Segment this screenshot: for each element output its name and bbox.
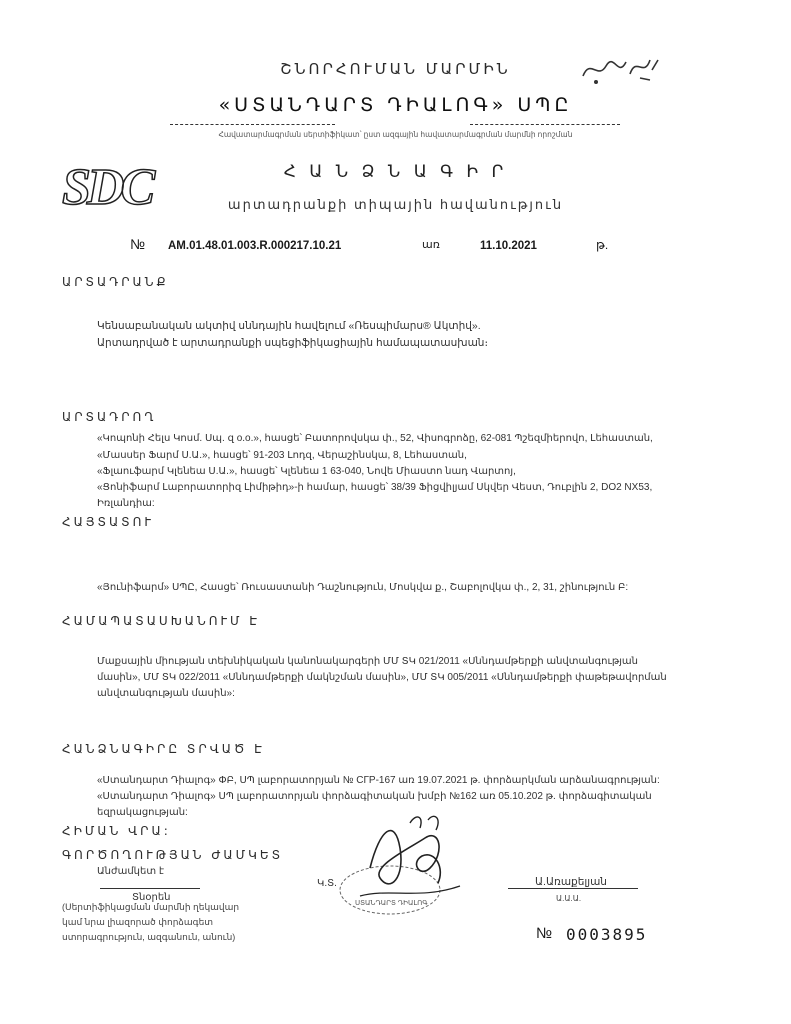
manufacturer-line-5: Իռլանդիա: (97, 498, 155, 509)
header-rule-right (470, 124, 620, 125)
applicant-heading: ՀԱՅՏԱՏՈՒ (62, 515, 154, 529)
serial-number: 0003895 (566, 925, 648, 944)
issued-heading: ՀԱՆՁՆԱԳԻՐԸ ՏՐՎԱԾ Է (62, 742, 265, 756)
basis-heading: ՀԻՄԱՆ ՎՐԱ: (62, 824, 171, 838)
manufacturer-line-4: «Ցոնիֆարմ Լաբորատորիզ Լիմիթիդ»-ի համար, հասցե՝ 38/39 Ֆիցվիլյամ Սկվեր Վեստ, Դուբլին 2, DO2 NX53, (97, 482, 653, 493)
company-name: «ՍՏԱՆԴԱՐՏ ԴԻԱԼՈԳ» ՍՊԸ (218, 94, 573, 116)
manufacturer-line-1: «Կոպոնի Հելս Կոսմ. Սպ. զ o.o.», հասցե՝ Բատորովսկա փ., 52, Վիսոգրոձը, 62-081 Պշեզմիերովո, Լեհաստան, (97, 433, 653, 444)
cert-number-label: № (130, 236, 146, 252)
issued-line-3: եզրակացության: (97, 807, 188, 818)
org-line: ՇՆՈՐՀՈՒՄԱՆ ՄԱՐՄԻՆ (280, 60, 511, 78)
manufacturer-heading: ԱՐՏԱԴՐՈՂ (62, 410, 157, 424)
validity-heading: ԳՈՐԾՈՂՈՒԹՅԱՆ ԺԱՄԿԵՏ (62, 848, 284, 862)
note-line-1: (Սերտիֆիկացման մարմնի ղեկավար (62, 902, 240, 912)
conformity-heading: ՀԱՄԱՊԱՏԱՍԽԱՆՈՒՄ Է (62, 614, 260, 628)
issued-line-1: «Ստանդարտ Դիալոգ» ՓԲ, ՍՊ լաբորատորյան № СГР-167 առ 19.07.2021 թ. փորձարկման արձանագրության: (97, 775, 660, 786)
certificate-subtitle: արտադրանքի տիպային հավանություն (227, 197, 564, 212)
accreditation-note: Հավատարմագրման սերտիֆիկատ՝ ըստ ազգային հավատարմագրման մարմնի որոշման (218, 130, 573, 139)
signer-sub: Ա.Ա.Ա. (556, 894, 582, 903)
note-line-3: ստորագրություն, ազգանուն, անուն) (62, 932, 236, 942)
mp-label: Կ.Տ. (317, 878, 337, 889)
signer-name: Ա.Առաքելյան (535, 876, 607, 888)
note-line-2: կամ նրա լիազորած փորձագետ (62, 917, 214, 927)
stamp-text: ՍՏԱՆԴԱՐՏ ԴԻԱԼՈԳ (355, 900, 428, 907)
conformity-line-2: մասին», ՄՄ ՏԿ 022/2011 «Սննդամթերքի մակնշման մասին», ՄՄ ՏԿ 005/2011 «Սննդամթերքի փաթեթավորման (97, 672, 667, 683)
conformity-line-1: Մաքսային միության տեխնիկական կանոնակարգերի ՄՄ ՏԿ 021/2011 «Սննդամթերքի անվտանգության (97, 656, 639, 667)
signature-icon (350, 808, 470, 908)
serial-label: № (536, 925, 553, 942)
manufacturer-line-3: «Ֆլաուֆարմ Կլենեա Ս.Ա.», հասցե՝ Կլենեա 1 63-040, Նովե Միաստո նադ Վարտոյ, (97, 466, 516, 477)
conformity-line-3: անվտանգության մասին»: (97, 688, 235, 699)
corner-mark-icon (578, 48, 668, 88)
director-label: Տնօրեն (132, 892, 171, 903)
cert-year-suffix: թ. (596, 238, 609, 252)
product-line-1: Կենսաբանական ակտիվ սննդային հավելում «Ռեսպիմարս® Ակտիվ». (97, 320, 481, 332)
signer-line (508, 888, 638, 889)
applicant-line-1: «Յունիֆարմ» ՍՊԸ, Հասցե՝ Ռուսաստանի Դաշնություն, Մոսկվա ք., Շաբոլովկա փ., 2, 31, շինություն Բ: (97, 582, 629, 593)
issued-line-2: «Ստանդարտ Դիալոգ» ՍՊ լաբորատորյան փորձագիտական խմբի №162 առ 05.10.202 թ. փորձագիտական (97, 791, 652, 802)
header-rule-left (170, 124, 335, 125)
logo: SDC (62, 159, 152, 216)
product-heading: ԱՐՏԱԴՐԱՆՔ (62, 275, 169, 289)
cert-date-label: առ (422, 239, 440, 251)
director-signature-line (100, 888, 200, 889)
validity-value: Անժամկետ է (97, 866, 164, 877)
product-line-2: Արտադրված է արտադրանքի սպեցիֆիկացիային համապատասխան։ (97, 337, 488, 349)
manufacturer-line-2: «Մասսեր Ֆարմ Ս.Ա.», հասցե՝ 91-203 Լոդզ, Վերաշինսկա, 8, Լեհաստան, (97, 450, 467, 461)
certificate-title: Հ Ա Ն Ձ Ն Ա Գ Ի Ր (283, 162, 508, 182)
cert-number: AM.01.48.01.003.R.000217.10.21 (168, 240, 342, 252)
cert-date: 11.10.2021 (480, 240, 537, 252)
